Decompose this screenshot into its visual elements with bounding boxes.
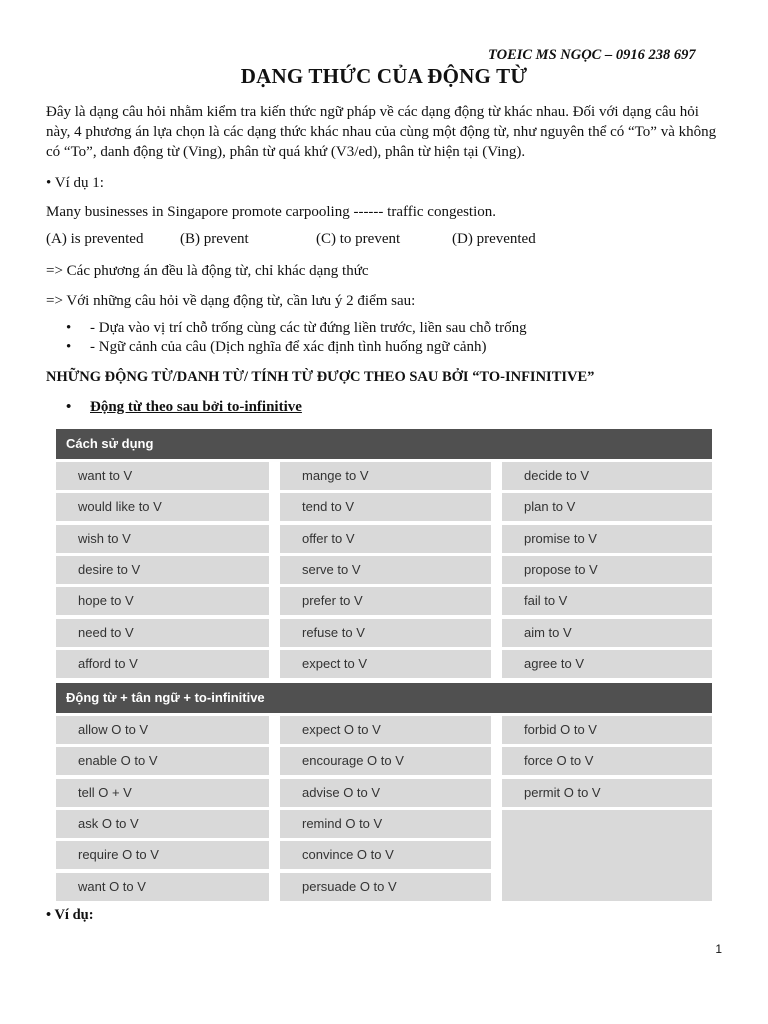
sub-heading-text: Động từ theo sau bởi to-infinitive xyxy=(90,399,302,415)
table-cell: convince O to V xyxy=(280,841,491,869)
table-cell: allow O to V xyxy=(56,716,269,744)
table-cell: promise to V xyxy=(502,525,712,553)
table-cell: forbid O to V xyxy=(502,716,712,744)
example1-sentence: Many businesses in Singapore promote carpooling ------ traffic congestion. xyxy=(46,204,497,220)
table-cell: aim to V xyxy=(502,619,712,647)
table-cell: remind O to V xyxy=(280,810,491,838)
table-cell: desire to V xyxy=(56,556,269,584)
table-cell: refuse to V xyxy=(280,619,491,647)
note-1: => Các phương án đều là động từ, chỉ khác dạng thức xyxy=(46,263,369,279)
table-cell: expect O to V xyxy=(280,716,491,744)
list-item: • - Dựa vào vị trí chỗ trống cùng các từ đứng liền trước, liền sau chỗ trống xyxy=(46,319,527,338)
table-cell: offer to V xyxy=(280,525,491,553)
table-cell: tend to V xyxy=(280,493,491,521)
page-number: 1 xyxy=(715,942,722,956)
table-cell: force O to V xyxy=(502,747,712,775)
table-cell: plan to V xyxy=(502,493,712,521)
example-label: • Ví dụ: xyxy=(46,907,94,923)
list-item: • - Ngữ cảnh của câu (Dịch nghĩa để xác định tình huống ngữ cảnh) xyxy=(46,338,527,357)
table-cell: require O to V xyxy=(56,841,269,869)
table-cell: serve to V xyxy=(280,556,491,584)
header-contact: TOEIC MS NGỌC – 0916 238 697 xyxy=(488,47,696,63)
table-cell: need to V xyxy=(56,619,269,647)
page-title: DẠNG THỨC CỦA ĐỘNG TỪ xyxy=(240,64,528,88)
table-cell: persuade O to V xyxy=(280,873,491,901)
tips-list xyxy=(46,319,527,357)
table-cell: propose to V xyxy=(502,556,712,584)
table-cell: wish to V xyxy=(56,525,269,553)
example1-label: • Ví dụ 1: xyxy=(46,175,104,191)
table-cell: prefer to V xyxy=(280,587,491,615)
note-2: => Với những câu hỏi về dạng động từ, cần lưu ý 2 điểm sau: xyxy=(46,293,416,309)
table-cell: afford to V xyxy=(56,650,269,678)
table-cell: decide to V xyxy=(502,462,712,490)
table-cell: fail to V xyxy=(502,587,712,615)
table-cell: expect to V xyxy=(280,650,491,678)
option-c: (C) to prevent xyxy=(316,231,401,247)
table-cell: mange to V xyxy=(280,462,491,490)
table-cell: tell O + V xyxy=(56,779,269,807)
table-cell: hope to V xyxy=(56,587,269,615)
table-cell: permit O to V xyxy=(502,779,712,807)
table-cell: encourage O to V xyxy=(280,747,491,775)
table-section-header: Động từ + tân ngữ + to-infinitive xyxy=(56,683,712,713)
bullet-marker: • xyxy=(66,399,72,415)
table-cell: want to V xyxy=(56,462,269,490)
option-d: (D) prevented xyxy=(452,231,536,247)
table-cell: would like to V xyxy=(56,493,269,521)
table-cell: agree to V xyxy=(502,650,712,678)
table-cell: ask O to V xyxy=(56,810,269,838)
section-heading: NHỮNG ĐỘNG TỪ/DANH TỪ/ TÍNH TỪ ĐƯỢC THEO SAU BỞI “TO-INFINITIVE” xyxy=(46,369,595,385)
table-cell: enable O to V xyxy=(56,747,269,775)
table-section-header: Cách sử dụng xyxy=(56,429,712,459)
table-cell: want O to V xyxy=(56,873,269,901)
table-empty-cell xyxy=(502,810,712,901)
intro-paragraph: Đây là dạng câu hỏi nhằm kiểm tra kiến thức ngữ pháp về các dạng động từ khác nhau. Đối với dạng câu hỏi này, 4 phương án lựa chọn là các dạng thức khác nhau của cùng một động từ, như nguyên thể có “To” và không có “To”, danh động từ (Ving), phân từ quá khứ (V3/ed), phân từ hiện tại (Ving). xyxy=(46,104,717,160)
option-b: (B) prevent xyxy=(180,231,249,247)
table-cell: advise O to V xyxy=(280,779,491,807)
option-a: (A) is prevented xyxy=(46,231,144,247)
